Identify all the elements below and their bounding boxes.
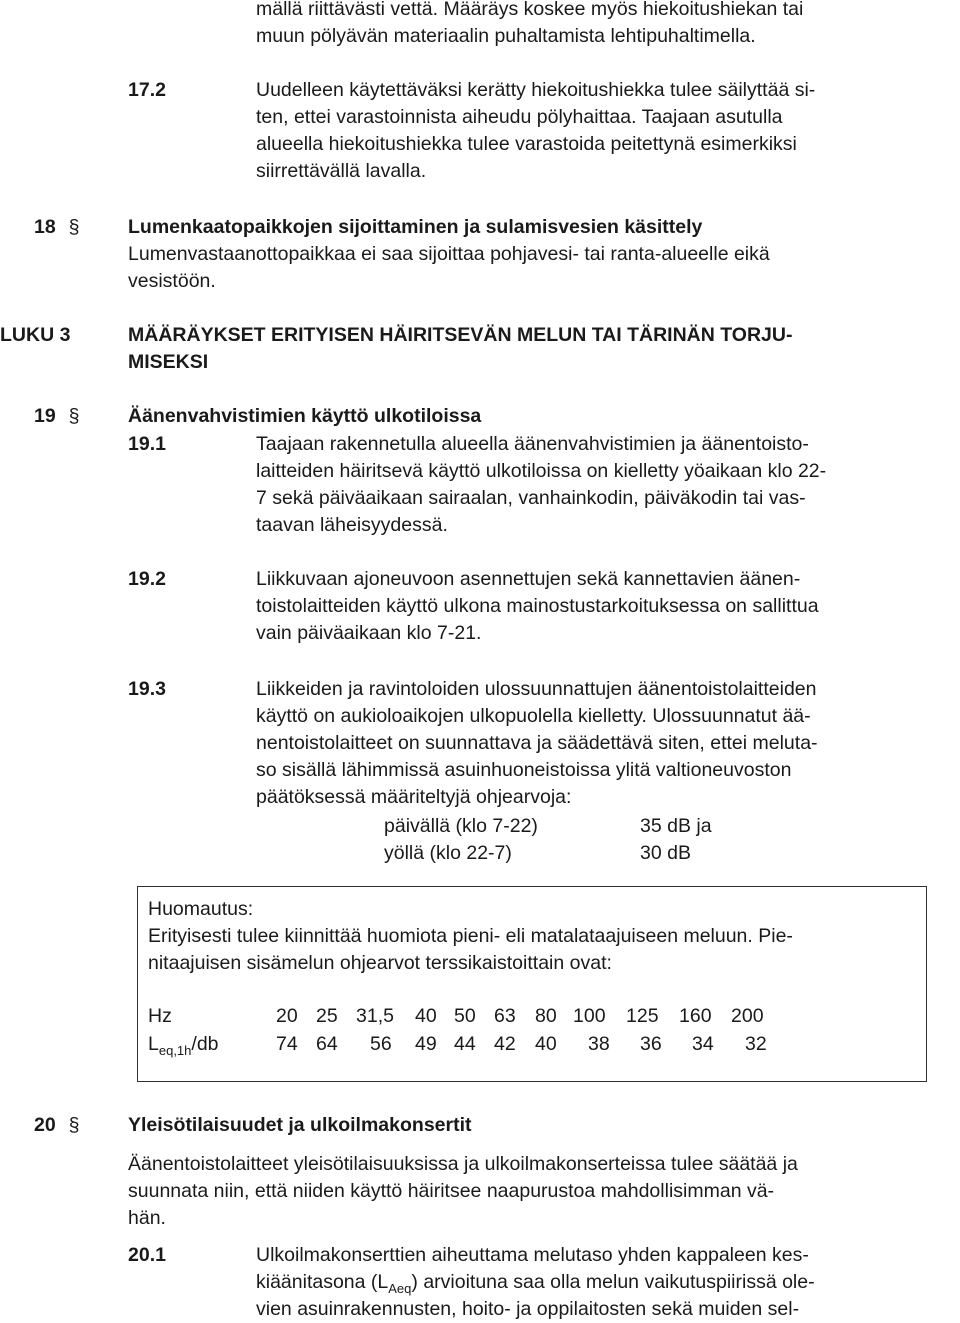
text-line: nitaajuisen sisämelun ohjearvot terssikaistoittain ovat: — [148, 952, 612, 974]
text-line: alueella hiekoitushiekka tulee varastoida peitettynä esimerkiksi — [256, 133, 797, 155]
hz-value: 100 — [573, 1005, 606, 1027]
clause-number: 19.2 — [128, 568, 166, 590]
hz-value: 125 — [626, 1005, 659, 1027]
text-line: 7 sekä päiväaikaan sairaalan, vanhainkodin, päiväkodin tai vas- — [256, 487, 806, 509]
level-value: 40 — [535, 1033, 557, 1055]
section-title: Yleisötilaisuudet ja ulkoilmakonsertit — [128, 1114, 472, 1136]
hz-label: Hz — [148, 1005, 172, 1027]
limit-period: yöllä (klo 22-7) — [384, 842, 512, 864]
level-value: 34 — [692, 1033, 714, 1055]
hz-value: 63 — [494, 1005, 516, 1027]
hz-value: 40 — [415, 1005, 437, 1027]
level-value: 32 — [745, 1033, 767, 1055]
clause-number: 17.2 — [128, 79, 166, 101]
text-line: suunnata niin, että niiden käyttö häiritsee naapurustoa mahdollisimman vä- — [128, 1180, 775, 1202]
text-line: vain päiväaikaan klo 7-21. — [256, 622, 482, 644]
section-title: Lumenkaatopaikkojen sijoittaminen ja sulamisvesien käsittely — [128, 216, 703, 238]
hz-value: 200 — [731, 1005, 764, 1027]
text-fragment: ) arvioituna saa olla melun vaikutuspiirissä ole- — [411, 1271, 815, 1293]
text-line: hän. — [128, 1207, 166, 1229]
text-line: taavan läheisyydessä. — [256, 514, 448, 536]
hz-value: 20 — [276, 1005, 298, 1027]
text-line: Liikkuvaan ajoneuvoon asennettujen sekä kannettavien äänen- — [256, 568, 801, 590]
text-line: toistolaitteiden käyttö ulkona mainostustarkoituksessa on sallittua — [256, 595, 819, 617]
text-line: mällä riittävästi vettä. Määräys koskee myös hiekoitushiekan tai — [256, 0, 804, 20]
level-label — [148, 1031, 219, 1058]
section-number: 19 — [34, 405, 56, 427]
level-value: 74 — [276, 1033, 298, 1055]
text-line — [256, 1269, 815, 1296]
chapter-title-line: MISEKSI — [128, 351, 209, 373]
text-line: Liikkeiden ja ravintoloiden ulossuunnattujen äänentoistolaitteiden — [256, 678, 817, 700]
hz-value: 50 — [454, 1005, 476, 1027]
level-value: 44 — [454, 1033, 476, 1055]
text-line: siirrettävällä lavalla. — [256, 160, 427, 182]
subscript: Aeq — [388, 1280, 412, 1296]
text-line: nentoistolaitteet on suunnattava ja säädettävä siten, ettei meluta- — [256, 732, 818, 754]
level-value: 38 — [588, 1033, 610, 1055]
text-line: Uudelleen käytettäväksi kerätty hiekoitushiekka tulee säilyttää si- — [256, 79, 816, 101]
hz-value: 80 — [535, 1005, 557, 1027]
section-title: Äänenvahvistimien käyttö ulkotiloissa — [128, 405, 482, 427]
text-line: vesistöön. — [128, 270, 216, 292]
text-line: ten, ettei varastoinnista aiheudu pölyhaittaa. Taajaan asutulla — [256, 106, 783, 128]
level-value: 36 — [640, 1033, 662, 1055]
text-line: Lumenvastaanottopaikkaa ei saa sijoittaa pohjavesi- tai ranta-alueelle eikä — [128, 243, 770, 265]
hz-value: 160 — [679, 1005, 712, 1027]
level-label-unit: /db — [191, 1033, 219, 1055]
level-value: 42 — [494, 1033, 516, 1055]
text-line: laitteiden häiritsevä käyttö ulkotiloissa on kielletty yöaikaan klo 22- — [256, 460, 827, 482]
level-label-sub: eq,1h — [158, 1042, 192, 1058]
hz-value: 25 — [316, 1005, 338, 1027]
chapter-title-line: MÄÄRÄYKSET ERITYISEN HÄIRITSEVÄN MELUN TAI TÄRINÄN TORJU- — [128, 324, 793, 346]
text-line: so sisällä lähimmissä asuinhuoneistoissa ylitä valtioneuvoston — [256, 759, 792, 781]
section-number: 18 — [34, 216, 56, 238]
level-value: 49 — [415, 1033, 437, 1055]
text-line: Ulkoilmakonserttien aiheuttama melutaso yhden kappaleen kes- — [256, 1244, 809, 1266]
section-sign: § — [68, 1114, 80, 1136]
clause-number: 19.1 — [128, 433, 166, 455]
text-line: Taajaan rakennetulla alueella äänenvahvistimien ja äänentoisto- — [256, 433, 809, 455]
text-line: Erityisesti tulee kiinnittää huomiota pieni- eli matalataajuiseen meluun. Pie- — [148, 925, 793, 947]
text-line: päätöksessä määriteltyjä ohjearvoja: — [256, 786, 572, 808]
note-box — [137, 886, 927, 1082]
clause-number: 19.3 — [128, 678, 166, 700]
text-line: käyttö on aukioloaikojen ulkopuolella kielletty. Ulossuunnatut ää- — [256, 705, 811, 727]
section-sign: § — [68, 405, 80, 427]
clause-number: 20.1 — [128, 1244, 166, 1266]
text-line: Äänentoistolaitteet yleisötilaisuuksissa ja ulkoilmakonserteissa tulee säätää ja — [128, 1153, 798, 1175]
section-number: 20 — [34, 1114, 56, 1136]
chapter-label: LUKU 3 — [0, 324, 71, 346]
level-label-main: L — [148, 1033, 159, 1055]
section-sign: § — [68, 216, 80, 238]
text-line: muun pölyävän materiaalin puhaltamista lehtipuhaltimella. — [256, 25, 756, 47]
text-fragment: kiäänitasona (L — [256, 1271, 389, 1293]
level-value: 64 — [316, 1033, 338, 1055]
limit-period: päivällä (klo 7-22) — [384, 815, 538, 837]
hz-value: 31,5 — [356, 1005, 394, 1027]
text-line: vien asuinrakennusten, hoito- ja oppilaitosten sekä muiden sel- — [256, 1298, 800, 1320]
limit-value: 30 dB — [640, 842, 691, 864]
level-value: 56 — [370, 1033, 392, 1055]
note-heading: Huomautus: — [148, 898, 254, 920]
limit-value: 35 dB ja — [640, 815, 712, 837]
